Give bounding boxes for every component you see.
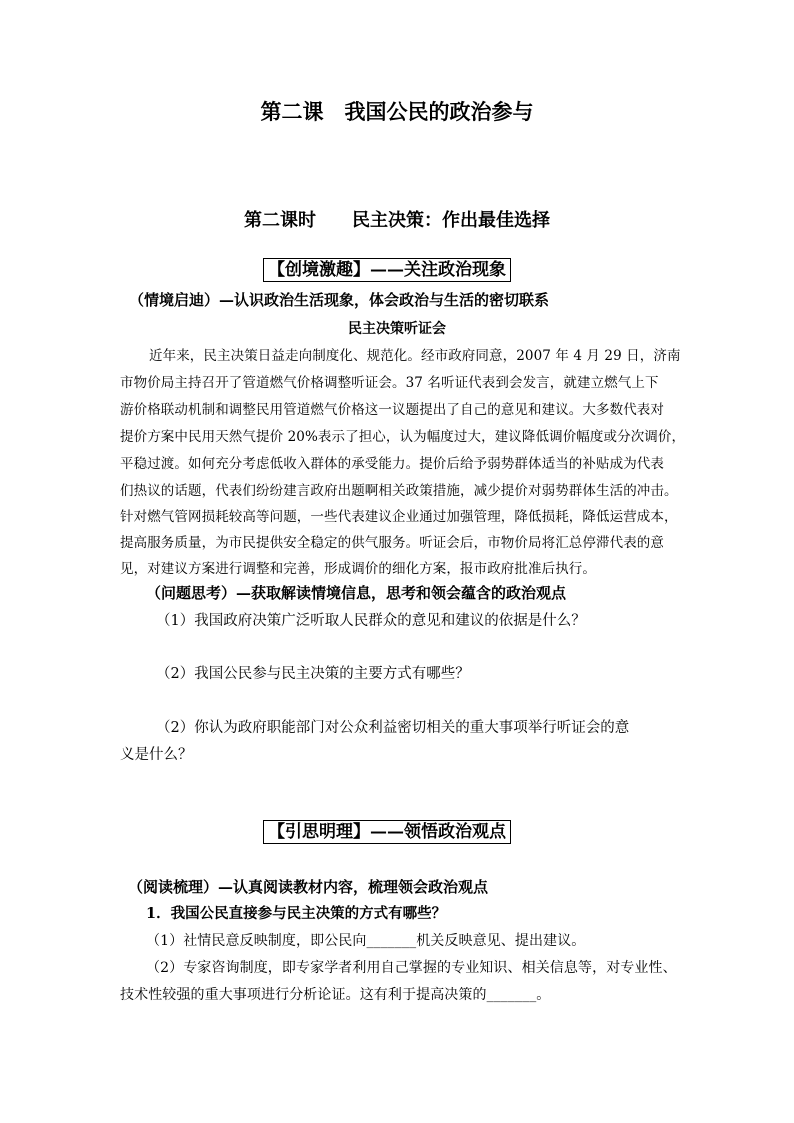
question-1: （1）我国政府决策广泛听取人民群众的意见和建议的依据是什么？	[156, 613, 586, 629]
lesson-title: 第二课 我国公民的政治参与	[260, 99, 534, 124]
item-1: 1．我国公民直接参与民主决策的方式有哪些？	[146, 905, 447, 922]
passage-title: 民主决策听证会	[348, 321, 446, 337]
passage-line: 针对燃气管网损耗较高等问题，一些代表建议企业通过加强管理，降低损耗，降低运营成本，	[120, 509, 678, 525]
section2-prompt: （阅读梳理）—认真阅读教材内容，梳理领会政治观点	[128, 878, 489, 896]
passage-line: 平稳过渡。如何充分考虑低收入群体的承受能力。提价后给予弱势群体适当的补贴成为代表	[120, 456, 664, 472]
passage-line: 市物价局主持召开了管道燃气价格调整听证会。37 名听证代表到会发言，就建立燃气上下	[120, 375, 659, 391]
passage-line: 们热议的话题，代表们纷纷建言政府出题啊相关政策措施，减少提价对弱势群体生活的冲击。	[120, 483, 678, 499]
question-3-line1: （2）你认为政府职能部门对公众利益密切相关的重大事项举行听证会的意	[156, 720, 630, 736]
item-1-sub-1: （1）社情民意反映制度，即公民向_______机关反映意见、提出建议。	[146, 933, 586, 949]
section1-prompt: （情境启迪）—认识政治生活现象，体会政治与生活的密切联系	[129, 291, 550, 309]
section1-box-title: 【创境激趣】——关注政治现象	[263, 258, 511, 282]
question-header: （问题思考）—获取解读情境信息，思考和领会蕴含的政治观点	[146, 584, 567, 602]
item-1-sub-2-line1: （2）专家咨询制度，即专家学者利用自己掌握的专业知识、相关信息等，对专业性、	[146, 960, 677, 976]
passage-line: 游价格联动机制和调整民用管道燃气价格这一议题提出了自己的意见和建议。大多数代表对	[120, 402, 664, 418]
passage-line: 提价方案中民用天然气提价 20%表示了担心，认为幅度过大，建议降低调价幅度或分次调价，	[120, 429, 686, 445]
question-3-line2: 义是什么？	[120, 747, 193, 763]
question-2: （2）我国公民参与民主决策的主要方式有哪些？	[156, 666, 470, 682]
item-1-sub-2-line2: 技术性较强的重大事项进行分析论证。这有利于提高决策的_______。	[120, 987, 551, 1003]
lesson-subtitle: 第二课时 民主决策：作出最佳选择	[244, 210, 550, 231]
passage-line: 提高服务质量，为市民提供安全稳定的供气服务。听证会后，市物价局将汇总停滞代表的意	[120, 535, 664, 551]
passage-line: 见，对建议方案进行调整和完善，形成调价的细化方案，报市政府批准后执行。	[120, 561, 596, 577]
section2-box-title: 【引思明理】——领悟政治观点	[263, 820, 511, 844]
passage-line: 近年来，民主决策日益走向制度化、规范化。经市政府同意，2007 年 4 月 29 日，济南	[149, 348, 681, 364]
